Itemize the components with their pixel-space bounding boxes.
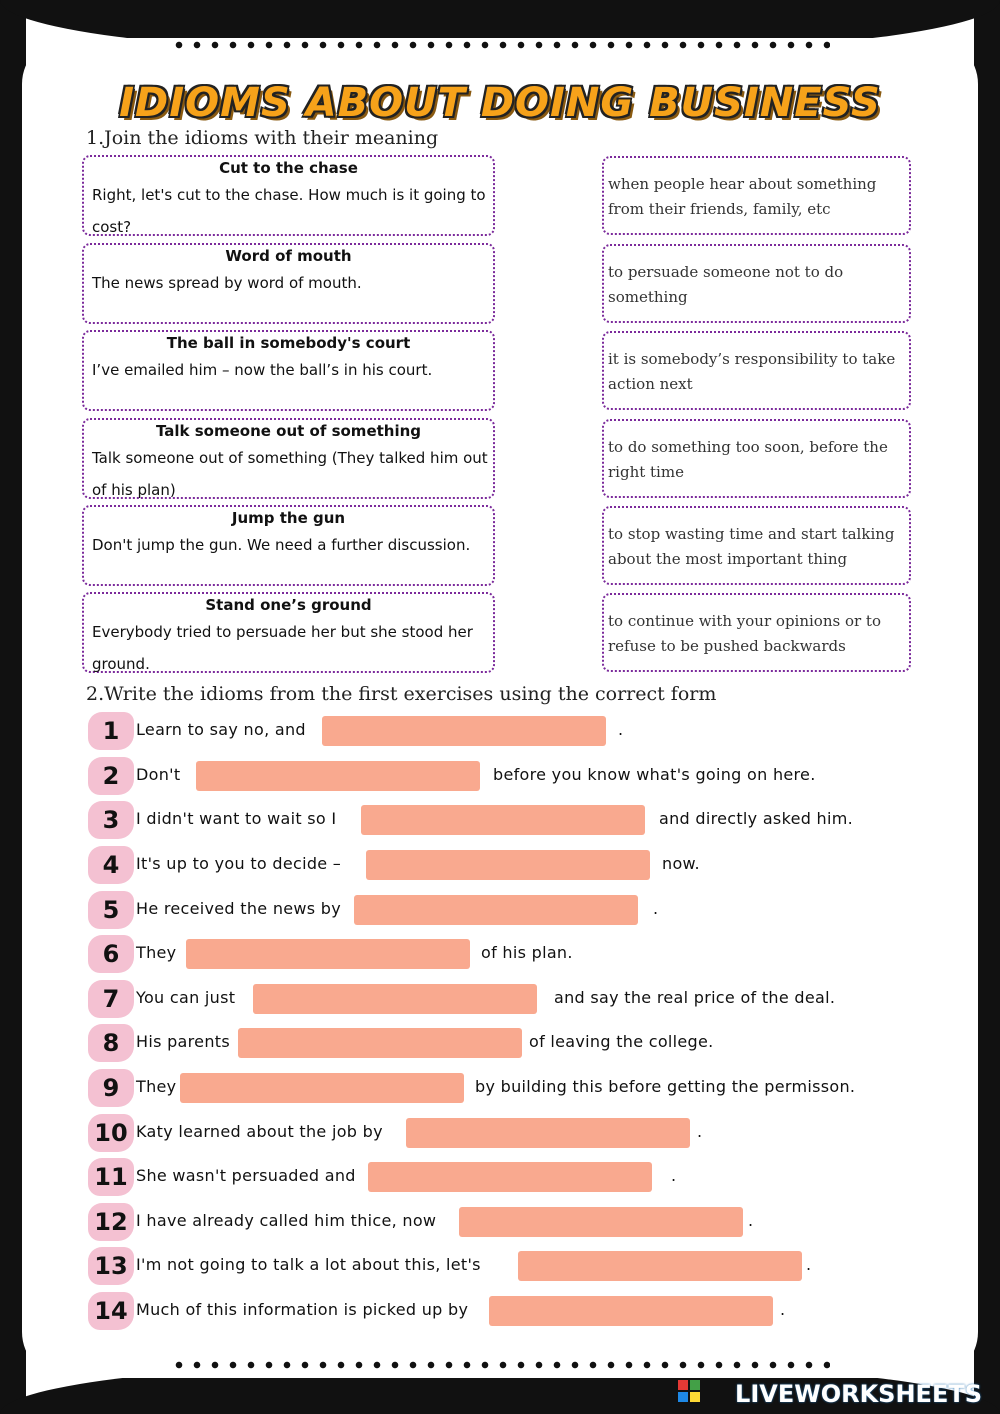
question-text-after: .: [671, 1166, 677, 1185]
question-text-after: now.: [662, 854, 700, 873]
question-text-before: He received the news by: [136, 899, 342, 918]
question-number: 7: [88, 980, 134, 1018]
question-number: 2: [88, 757, 134, 795]
question-text-after: .: [697, 1122, 703, 1141]
answer-input[interactable]: [253, 984, 537, 1014]
liveworksheets-logo[interactable]: LIVEWORKSHEETS: [735, 1380, 982, 1408]
question-number: 14: [88, 1292, 134, 1330]
question-text-before: They: [136, 943, 177, 962]
meaning-text: when people hear about something from their friends, family, etc: [608, 175, 877, 218]
answer-input[interactable]: [322, 716, 606, 746]
exercise1-heading: 1.Join the idioms with their meaning: [86, 127, 439, 149]
question-text-after: .: [748, 1211, 754, 1230]
question-text-before: Don't: [136, 765, 181, 784]
answer-input[interactable]: [489, 1296, 773, 1326]
question-text-after: by building this before getting the permisson.: [475, 1077, 856, 1096]
idiom-title: Talk someone out of something: [155, 422, 422, 440]
question-text-before: You can just: [136, 988, 236, 1007]
answer-input[interactable]: [196, 761, 480, 791]
question-number: 9: [88, 1069, 134, 1107]
answer-input[interactable]: [354, 895, 638, 925]
idiom-example: I’ve emailed him – now the ball’s in his court.: [92, 361, 433, 379]
worksheet-title: IDIOMS ABOUT DOING BUSINESS: [119, 80, 881, 126]
idiom-box[interactable]: [82, 418, 495, 499]
meaning-box[interactable]: [602, 156, 911, 235]
question-text-after: and directly asked him.: [659, 809, 854, 828]
idiom-title: Stand one’s ground: [205, 596, 372, 614]
question-number: 8: [88, 1024, 134, 1062]
meaning-text: to do something too soon, before the right time: [608, 438, 888, 481]
question-text-before: I'm not going to talk a lot about this, let's: [136, 1255, 481, 1274]
idiom-box[interactable]: [82, 243, 495, 324]
answer-input[interactable]: [180, 1073, 464, 1103]
question-text-after: .: [618, 720, 624, 739]
question-number: 12: [88, 1203, 134, 1241]
meaning-box[interactable]: [602, 331, 911, 410]
meaning-text: to stop wasting time and start talking about the most important thing: [608, 525, 895, 568]
answer-input[interactable]: [238, 1028, 522, 1058]
idiom-box[interactable]: [82, 330, 495, 411]
question-text-after: .: [780, 1300, 786, 1319]
idiom-title: The ball in somebody's court: [166, 334, 411, 352]
meaning-box[interactable]: [602, 244, 911, 323]
idiom-box[interactable]: [82, 592, 495, 673]
question-text-after: .: [806, 1255, 812, 1274]
question-number: 5: [88, 891, 134, 929]
frame-dots-top: [170, 40, 830, 50]
idiom-example: The news spread by word of mouth.: [92, 274, 362, 292]
question-number: 4: [88, 846, 134, 884]
idiom-title: Cut to the chase: [219, 159, 358, 177]
question-number: 13: [88, 1247, 134, 1285]
answer-input[interactable]: [366, 850, 650, 880]
question-text-before: Learn to say no, and: [136, 720, 306, 739]
question-text-after: of leaving the college.: [529, 1032, 714, 1051]
meaning-box[interactable]: [602, 593, 911, 672]
idiom-title: Jump the gun: [231, 509, 346, 527]
frame-dots-bottom: [170, 1360, 830, 1370]
question-text-after: of his plan.: [481, 943, 573, 962]
idiom-example: Talk someone out of something (They talked him out of his plan): [92, 449, 488, 499]
exercise2-heading: 2.Write the idioms from the first exercises using the correct form: [86, 683, 717, 705]
answer-input[interactable]: [459, 1207, 743, 1237]
question-text-before: They: [136, 1077, 177, 1096]
question-number: 10: [88, 1114, 134, 1152]
answer-input[interactable]: [361, 805, 645, 835]
meaning-text: to persuade someone not to do something: [608, 263, 844, 306]
answer-input[interactable]: [406, 1118, 690, 1148]
idiom-box[interactable]: [82, 505, 495, 586]
question-number: 11: [88, 1158, 134, 1196]
question-text-before: His parents: [136, 1032, 230, 1051]
question-text-before: She wasn't persuaded and: [136, 1166, 356, 1185]
answer-input[interactable]: [368, 1162, 652, 1192]
idiom-title: Word of mouth: [225, 247, 352, 265]
liveworksheets-logo-icon: [678, 1380, 700, 1402]
answer-input[interactable]: [186, 939, 470, 969]
meaning-text: to continue with your opinions or to refuse to be pushed backwards: [608, 612, 881, 655]
idiom-example: Don't jump the gun. We need a further discussion.: [92, 536, 471, 554]
question-number: 1: [88, 712, 134, 750]
meaning-text: it is somebody’s responsibility to take action next: [608, 350, 896, 393]
meaning-box[interactable]: [602, 419, 911, 498]
idiom-example: Right, let's cut to the chase. How much is it going to cost?: [92, 186, 486, 236]
question-text-after: before you know what's going on here.: [493, 765, 816, 784]
question-text-after: .: [653, 899, 659, 918]
question-number: 3: [88, 801, 134, 839]
idiom-box[interactable]: [82, 155, 495, 236]
question-text-before: Katy learned about the job by: [136, 1122, 383, 1141]
question-text-before: Much of this information is picked up by: [136, 1300, 469, 1319]
idiom-example: Everybody tried to persuade her but she stood her ground.: [92, 623, 473, 673]
question-text-after: and say the real price of the deal.: [554, 988, 836, 1007]
question-number: 6: [88, 935, 134, 973]
question-text-before: I didn't want to wait so I: [136, 809, 337, 828]
question-text-before: It's up to you to decide –: [136, 854, 342, 873]
question-text-before: I have already called him thice, now: [136, 1211, 437, 1230]
answer-input[interactable]: [518, 1251, 802, 1281]
meaning-box[interactable]: [602, 506, 911, 585]
